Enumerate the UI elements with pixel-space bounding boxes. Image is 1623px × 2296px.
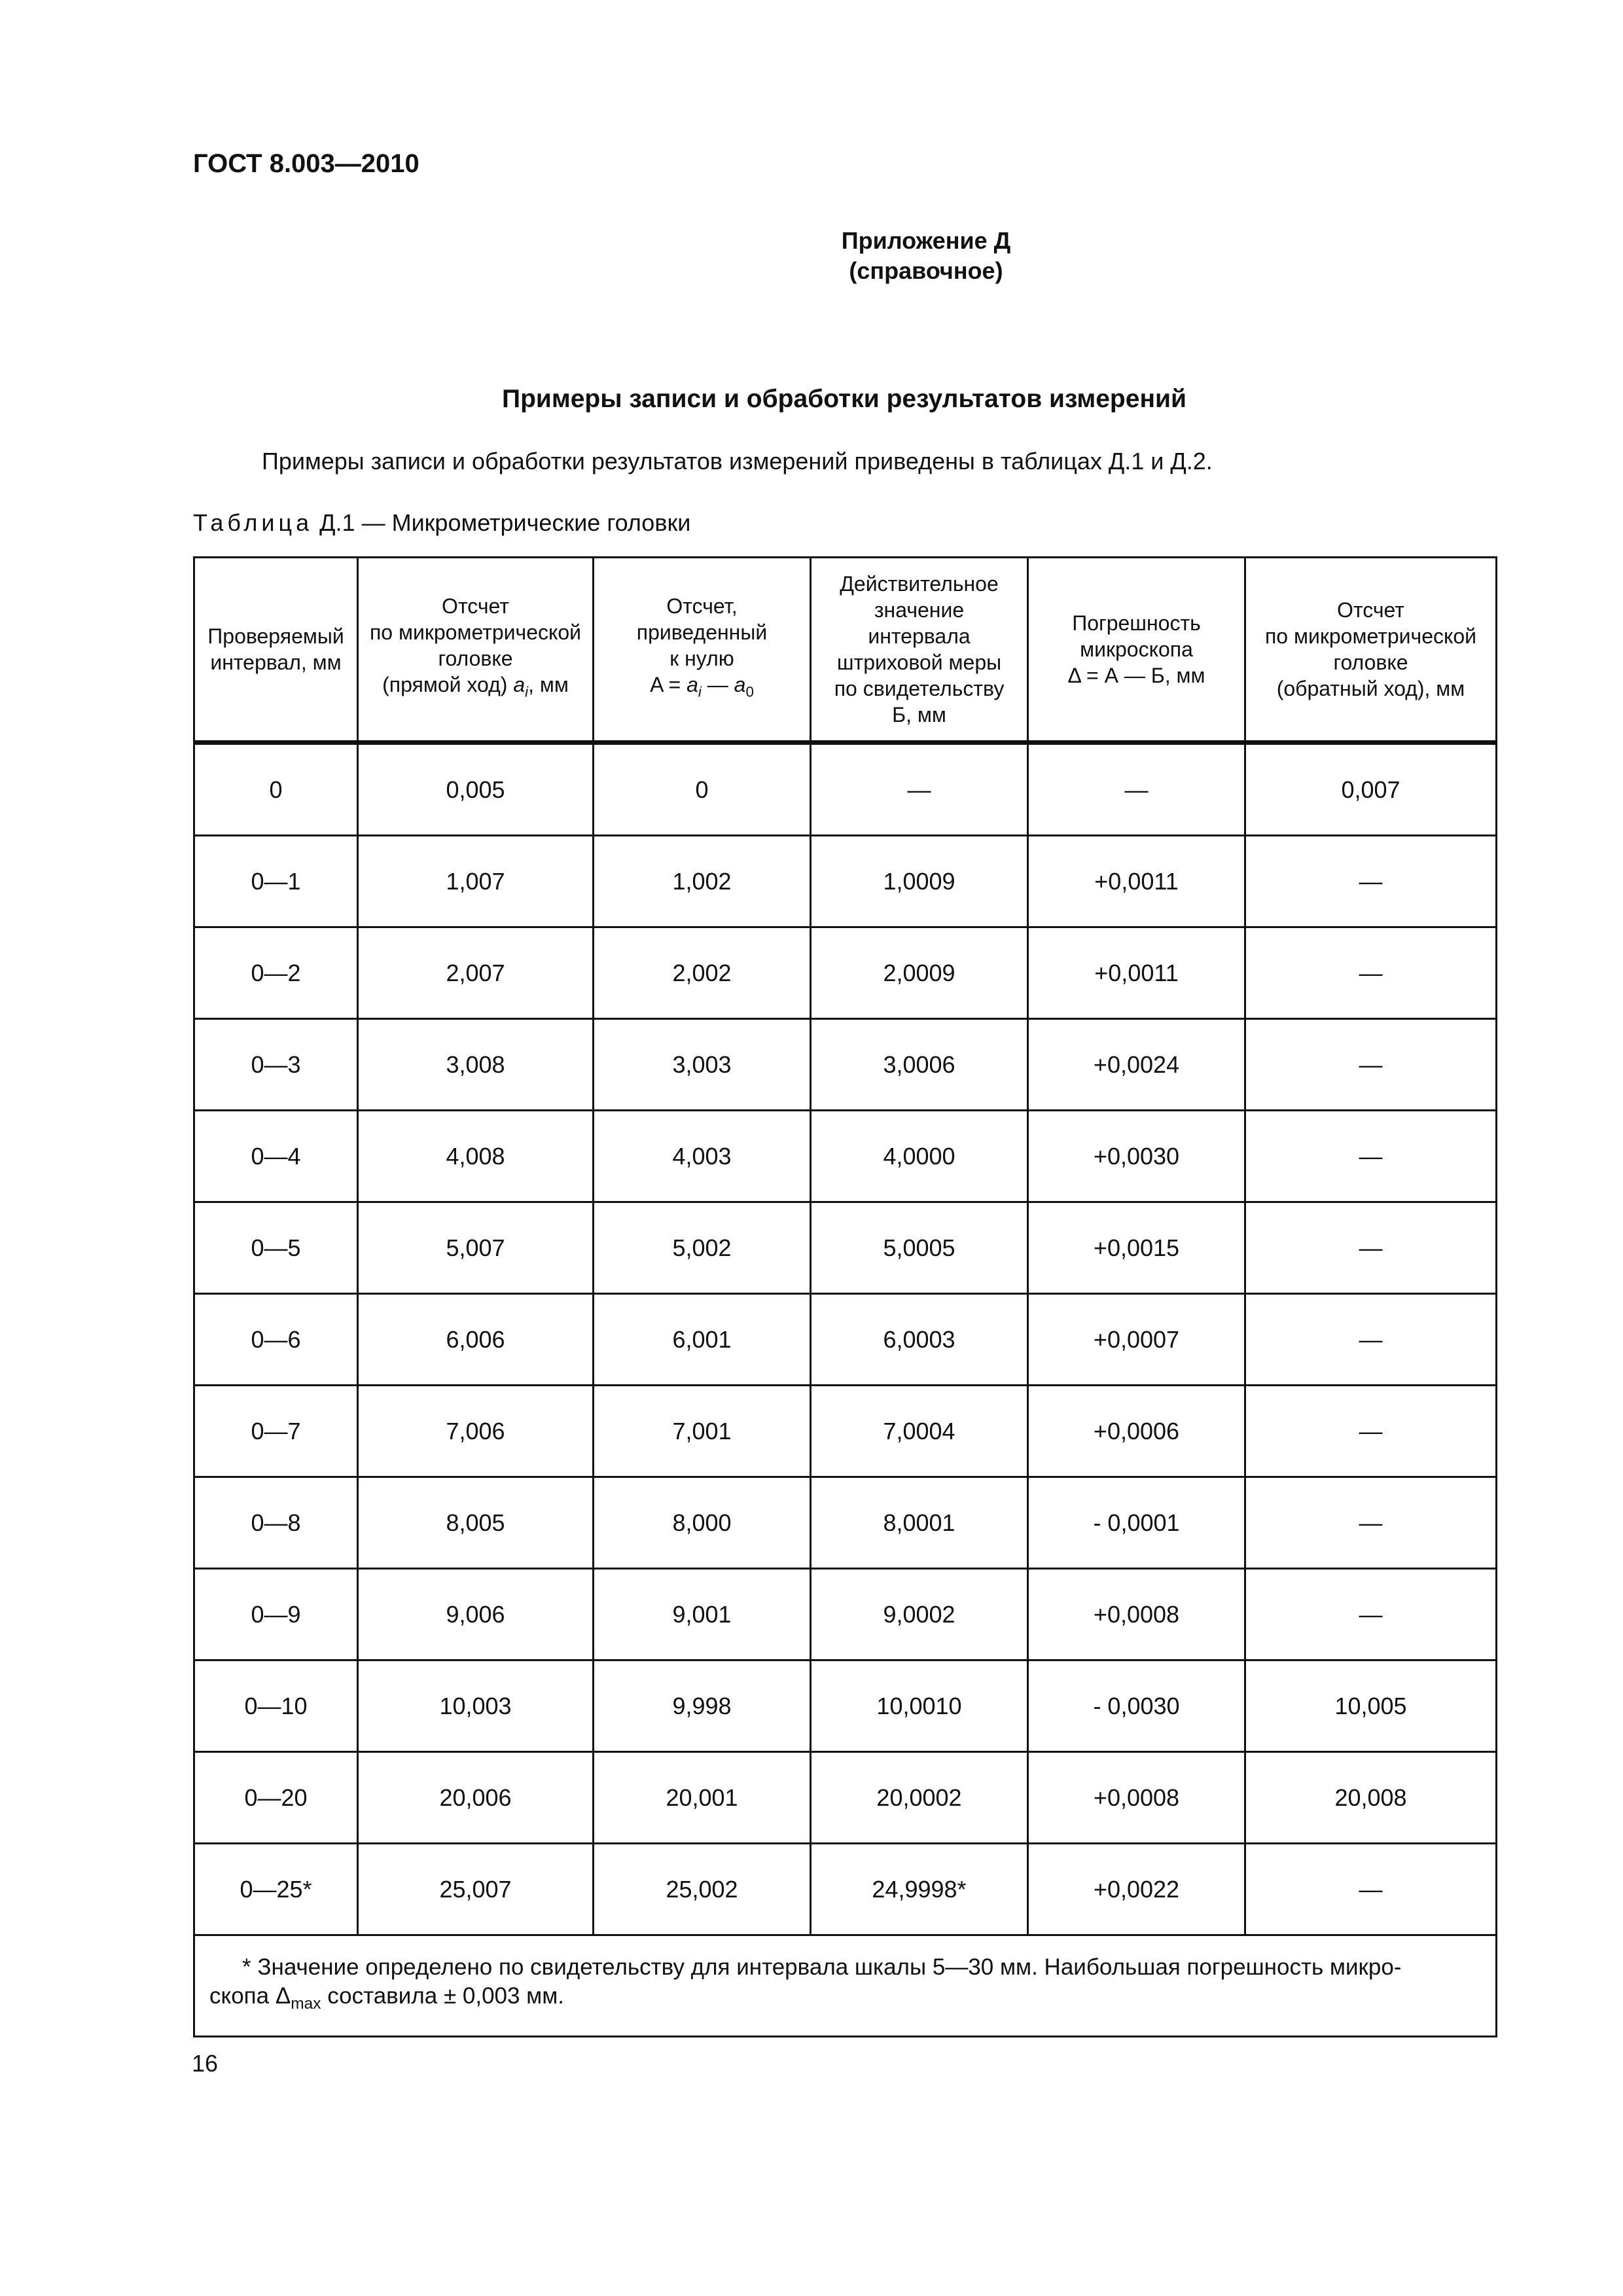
- cell-microscope-error: —: [1028, 743, 1245, 836]
- cell-interval: 0—25*: [194, 1844, 358, 1935]
- cell-interval: 0—10: [194, 1660, 358, 1752]
- cell-forward-reading: 4,008: [358, 1111, 594, 1202]
- table-row: [194, 1386, 1497, 1477]
- table-caption-text: Д.1 — Микрометрические головки: [319, 509, 691, 536]
- cell-actual-value: 20,0002: [811, 1752, 1028, 1844]
- cell-forward-reading: 3,008: [358, 1019, 594, 1111]
- cell-actual-value: 10,0010: [811, 1660, 1028, 1752]
- table-row: [194, 1660, 1497, 1752]
- cell-actual-value: —: [811, 743, 1028, 836]
- cell-zeroed-reading: 2,002: [594, 927, 811, 1019]
- cell-microscope-error: +0,0030: [1028, 1111, 1245, 1202]
- cell-zeroed-reading: 0: [594, 743, 811, 836]
- cell-forward-reading: 7,006: [358, 1386, 594, 1477]
- cell-zeroed-reading: 8,000: [594, 1477, 811, 1569]
- cell-microscope-error: +0,0008: [1028, 1569, 1245, 1660]
- cell-forward-reading: 0,005: [358, 743, 594, 836]
- table-body: [194, 743, 1497, 1935]
- cell-reverse-reading: —: [1245, 1477, 1497, 1569]
- micrometer-heads-table: [193, 556, 1497, 2037]
- cell-reverse-reading: —: [1245, 1844, 1497, 1935]
- table-row: [194, 743, 1497, 836]
- cell-interval: 0—5: [194, 1202, 358, 1294]
- table-caption-label: Таблица: [193, 509, 313, 536]
- cell-interval: 0—8: [194, 1477, 358, 1569]
- cell-actual-value: 4,0000: [811, 1111, 1028, 1202]
- cell-actual-value: 9,0002: [811, 1569, 1028, 1660]
- cell-interval: 0—4: [194, 1111, 358, 1202]
- table-row: [194, 1752, 1497, 1844]
- cell-forward-reading: 5,007: [358, 1202, 594, 1294]
- cell-interval: 0: [194, 743, 358, 836]
- header-actual-value: Действительное значение интервала штриховой меры по свидетельству Б, мм: [811, 558, 1028, 743]
- cell-reverse-reading: —: [1245, 1569, 1497, 1660]
- cell-microscope-error: +0,0008: [1028, 1752, 1245, 1844]
- cell-microscope-error: - 0,0001: [1028, 1477, 1245, 1569]
- cell-zeroed-reading: 9,001: [594, 1569, 811, 1660]
- table-row: [194, 1569, 1497, 1660]
- appendix-subtitle: (справочное): [849, 257, 1003, 284]
- header-reverse-reading: Отсчет по микрометрической головке (обратный ход), мм: [1245, 558, 1497, 743]
- cell-actual-value: 8,0001: [811, 1477, 1028, 1569]
- table-row: [194, 927, 1497, 1019]
- cell-zeroed-reading: 1,002: [594, 836, 811, 927]
- table-caption: [193, 509, 690, 537]
- table-row: [194, 1844, 1497, 1935]
- header-microscope-error: Погрешность микроскопа Δ = А — Б, мм: [1028, 558, 1245, 743]
- table-row: [194, 1111, 1497, 1202]
- intro-paragraph: Примеры записи и обработки результатов измерений приведены в таблицах Д.1 и Д.2.: [262, 448, 1213, 475]
- table-row: [194, 1202, 1497, 1294]
- table-footnote: [194, 1935, 1497, 2037]
- document-code: ГОСТ 8.003—2010: [193, 149, 419, 178]
- appendix-title: Приложение Д: [841, 227, 1011, 254]
- cell-microscope-error: +0,0024: [1028, 1019, 1245, 1111]
- cell-reverse-reading: 20,008: [1245, 1752, 1497, 1844]
- cell-microscope-error: +0,0022: [1028, 1844, 1245, 1935]
- cell-actual-value: 7,0004: [811, 1386, 1028, 1477]
- footnote-line-2: скопа $\Delta_{max}$ составила ± 0,003 мм.: [209, 1983, 565, 2013]
- cell-microscope-error: - 0,0030: [1028, 1660, 1245, 1752]
- cell-interval: 0—6: [194, 1294, 358, 1386]
- cell-forward-reading: 1,007: [358, 836, 594, 927]
- cell-zeroed-reading: 25,002: [594, 1844, 811, 1935]
- cell-zeroed-reading: 6,001: [594, 1294, 811, 1386]
- cell-actual-value: 24,9998*: [811, 1844, 1028, 1935]
- table-footnote-row: [194, 1935, 1497, 2037]
- header-checked-interval: Проверяемый интервал, мм: [194, 558, 358, 743]
- cell-interval: 0—7: [194, 1386, 358, 1477]
- cell-reverse-reading: 10,005: [1245, 1660, 1497, 1752]
- cell-zeroed-reading: 7,001: [594, 1386, 811, 1477]
- table-row: [194, 1477, 1497, 1569]
- page-number: 16: [192, 2050, 219, 2077]
- cell-actual-value: 2,0009: [811, 927, 1028, 1019]
- cell-reverse-reading: —: [1245, 836, 1497, 927]
- cell-actual-value: 1,0009: [811, 836, 1028, 927]
- cell-zeroed-reading: 5,002: [594, 1202, 811, 1294]
- header-forward-reading: Отсчет по микрометрической головке (прямой ход) $a_i$, мм: [358, 558, 594, 743]
- cell-forward-reading: 10,003: [358, 1660, 594, 1752]
- cell-reverse-reading: —: [1245, 1019, 1497, 1111]
- table-row: [194, 1294, 1497, 1386]
- cell-forward-reading: 6,006: [358, 1294, 594, 1386]
- cell-forward-reading: 20,006: [358, 1752, 594, 1844]
- cell-microscope-error: +0,0011: [1028, 927, 1245, 1019]
- header-zeroed-reading: Отсчет, приведенный к нулю $A = a_i$ — $a_0$: [594, 558, 811, 743]
- cell-microscope-error: +0,0011: [1028, 836, 1245, 927]
- cell-microscope-error: +0,0006: [1028, 1386, 1245, 1477]
- cell-zeroed-reading: 9,998: [594, 1660, 811, 1752]
- cell-reverse-reading: —: [1245, 1111, 1497, 1202]
- cell-zeroed-reading: 3,003: [594, 1019, 811, 1111]
- cell-forward-reading: 25,007: [358, 1844, 594, 1935]
- cell-actual-value: 5,0005: [811, 1202, 1028, 1294]
- cell-forward-reading: 8,005: [358, 1477, 594, 1569]
- footnote-line-1: * Значение определено по свидетельству для интервала шкалы 5—30 мм. Наибольшая погрешность микро-: [242, 1954, 1402, 1980]
- cell-zeroed-reading: 4,003: [594, 1111, 811, 1202]
- cell-interval: 0—20: [194, 1752, 358, 1844]
- table-header-row: [194, 558, 1497, 743]
- cell-reverse-reading: 0,007: [1245, 743, 1497, 836]
- cell-forward-reading: 9,006: [358, 1569, 594, 1660]
- cell-reverse-reading: —: [1245, 1202, 1497, 1294]
- section-title: Примеры записи и обработки результатов измерений: [502, 385, 1186, 413]
- cell-actual-value: 3,0006: [811, 1019, 1028, 1111]
- cell-reverse-reading: —: [1245, 1294, 1497, 1386]
- cell-interval: 0—9: [194, 1569, 358, 1660]
- cell-reverse-reading: —: [1245, 1386, 1497, 1477]
- appendix-heading: [0, 226, 1623, 286]
- cell-actual-value: 6,0003: [811, 1294, 1028, 1386]
- cell-reverse-reading: —: [1245, 927, 1497, 1019]
- cell-interval: 0—2: [194, 927, 358, 1019]
- cell-interval: 0—1: [194, 836, 358, 927]
- cell-microscope-error: +0,0015: [1028, 1202, 1245, 1294]
- table-row: [194, 1019, 1497, 1111]
- cell-forward-reading: 2,007: [358, 927, 594, 1019]
- table-row: [194, 836, 1497, 927]
- cell-interval: 0—3: [194, 1019, 358, 1111]
- cell-zeroed-reading: 20,001: [594, 1752, 811, 1844]
- cell-microscope-error: +0,0007: [1028, 1294, 1245, 1386]
